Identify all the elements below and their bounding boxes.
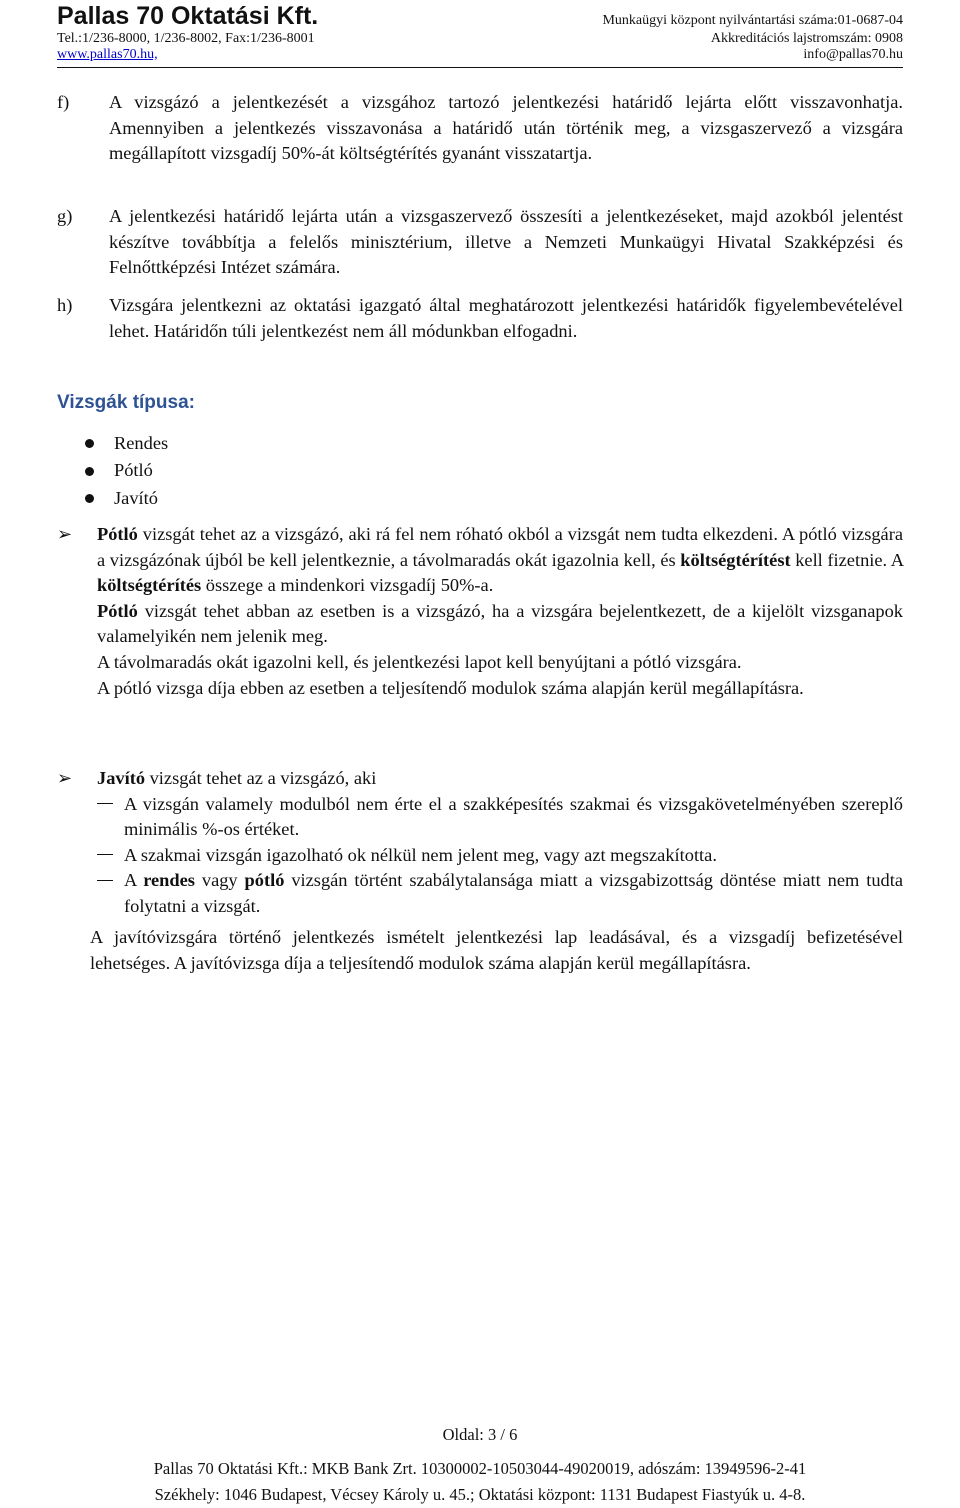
potlo-section — [57, 522, 903, 701]
item-label: h) — [57, 295, 73, 315]
dash-bullet-icon — [97, 843, 124, 869]
item-g — [57, 204, 903, 281]
header-divider — [57, 67, 903, 68]
potlo-paragraph-2: Pótló vizsgát tehet abban az esetben is a vizsgázó, ha a vizsgára bejelentkezett, de a kijelölt vizsganapok valamelyikén nem jelenik meg. — [97, 600, 903, 647]
list-item: A rendes vagy pótló vizsgán történt szabálytalansága miatt a vizsgabizottság döntése miatt nem tudta folytatni a vizsgát. — [97, 868, 903, 919]
dash-bullet-icon — [97, 792, 124, 843]
item-text: Vizsgára jelentkezni az oktatási igazgató által meghatározott jelentkezési határidők figyelembevételével lehet. Határidőn túli jelentkezést nem áll módunkban elfogadni. — [109, 295, 903, 341]
arrow-bullet-icon: ➢ — [57, 768, 73, 788]
potlo-paragraph-1: Pótló vizsgát tehet az a vizsgázó, aki rá fel nem róható okból a vizsgát nem tudta elkezdeni. A pótló vizsgára a vizsgázónak újból be kell jelentkeznie, a távolmaradás okát igazolnia kell, és költségtérítést kell fizetnie. A költségtérítés összege a mindenkori vizsgadíj 50%-a. — [97, 524, 903, 596]
accreditation-number: Akkreditációs lajstromszám: 0908 — [710, 31, 903, 46]
javito-intro: Javító vizsgát tehet az a vizsgázó, aki — [97, 768, 377, 788]
company-name: Pallas 70 Oktatási Kft. — [57, 2, 319, 30]
list-item: Pótló — [85, 458, 168, 486]
footer-bank-info: Pallas 70 Oktatási Kft.: MKB Bank Zrt. 10300002-10503044-49020019, adószám: 13949596-2-41 — [153, 1459, 807, 1478]
page-header — [57, 0, 903, 63]
bullet-icon — [85, 439, 94, 448]
dash-bullet-icon — [97, 868, 124, 919]
javito-section — [57, 766, 903, 920]
bullet-icon — [85, 494, 94, 503]
item-label: f) — [57, 92, 70, 112]
phone-fax: Tel.:1/236-8000, 1/236-8002, Fax:1/236-8001 — [57, 31, 315, 46]
page-number: Oldal: 3 / 6 — [442, 1425, 518, 1444]
registration-number: Munkaügyi központ nyilvántartási száma:01-0687-04 — [602, 13, 903, 28]
item-h — [57, 293, 903, 344]
list-item: A szakmai vizsgán igazolható ok nélkül nem jelent meg, vagy azt megszakította. — [97, 843, 903, 869]
exam-type-list — [85, 430, 168, 513]
arrow-bullet-icon: ➢ — [57, 524, 73, 544]
javito-closing-paragraph: A javítóvizsgára történő jelentkezés ismételt jelentkezési lap leadásával, és a vizsgadíj befizetésével lehetséges. A javítóvizsga díja a teljesítendő modulok száma alapján kerül megállapításra. — [90, 927, 903, 973]
item-label: g) — [57, 206, 73, 226]
list-item: Rendes — [85, 430, 168, 458]
website-link[interactable]: www.pallas70.hu, — [57, 47, 158, 62]
footer-address: Székhely: 1046 Budapest, Vécsey Károly u. 45.; Oktatási központ: 1131 Budapest Fiastyúk u. 4-8. — [154, 1485, 806, 1504]
item-text: A jelentkezési határidő lejárta után a vizsgaszervező összesíti a jelentkezéseket, majd azokból jelentést készítve továbbítja a felelős minisztérium, illetve a Nemzeti Munkaügyi Hivatal Szakképzési és Felnőttképzési Intézet számára. — [109, 206, 903, 278]
list-item: Javító — [85, 485, 168, 513]
bullet-icon — [85, 467, 94, 476]
section-title: Vizsgák típusa: — [57, 392, 195, 413]
email-address: info@pallas70.hu — [803, 47, 903, 62]
potlo-paragraph-4: A pótló vizsga díja ebben az esetben a teljesítendő modulok száma alapján kerül megállapításra. — [97, 677, 804, 698]
item-f — [57, 90, 903, 167]
list-item: A vizsgán valamely modulból nem érte el a szakképesítés szakmai és vizsgakövetelményében szereplő minimális %-os értéket. — [97, 792, 903, 843]
item-text: A vizsgázó a jelentkezését a vizsgához tartozó jelentkezési határidő lejárta előtt visszavonhatja. Amennyiben a jelentkezés visszavonása a határidő után történik meg, a vizsgaszervező a vizsgára megállapított vizsgadíj 50%-át költségtérítés gyanánt visszatartja. — [109, 92, 903, 164]
potlo-paragraph-3: A távolmaradás okát igazolni kell, és jelentkezési lapot kell benyújtani a pótló vizsgára. — [97, 651, 742, 672]
